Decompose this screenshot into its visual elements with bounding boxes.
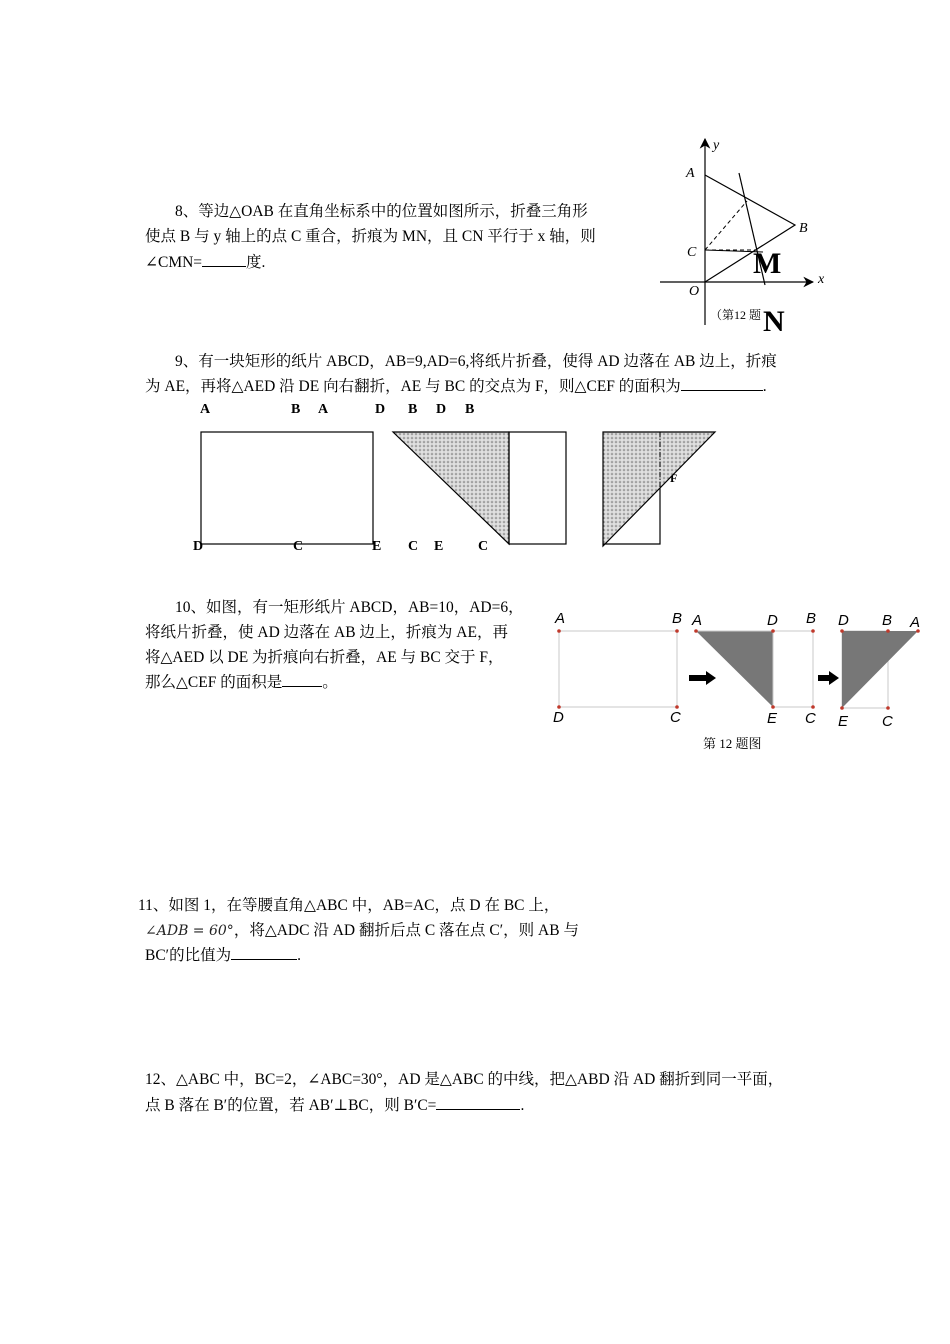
- q9-bot-E2: E: [434, 539, 444, 554]
- q10-r1-D: D: [553, 709, 564, 726]
- q9-line2-text: 为 AE，再将△AED 沿 DE 向右翻折，AE 与 BC 的交点为 F，则△CEF 的面积为: [145, 378, 681, 395]
- q12-line1: 12、△ABC 中，BC=2，∠ABC=30°，AD 是△ABC 的中线，把△ABD 沿 AD 翻折到同一平面，: [145, 1071, 784, 1088]
- q11-line2-rest: ，将△ADC 沿 AD 翻折后点 C 落在点 C′，则 AB 与: [233, 922, 579, 939]
- q8-figure: [655, 135, 840, 340]
- q8-label-y: y: [713, 138, 720, 153]
- q10-line4: [145, 670, 338, 695]
- q9-bot-C1: C: [293, 539, 304, 554]
- q9-rect-1: [201, 432, 373, 544]
- q11-line1: 11、如图 1，在等腰直角△ABC 中，AB=AC，点 D 在 BC 上，: [138, 897, 560, 914]
- q10-arrow-2: [818, 671, 839, 685]
- q9-top-B3: B: [465, 402, 475, 417]
- q12-line2-suffix: .: [520, 1097, 525, 1114]
- q9-rect-2: [509, 432, 566, 544]
- q10-line2: 将纸片折叠，使 AD 边落在 AB 边上，折痕为 AE，再: [145, 624, 508, 641]
- q10-r3-A: A: [910, 614, 921, 631]
- q8-label-M: M: [753, 247, 782, 280]
- q10-r2-A: A: [692, 612, 703, 629]
- q9-folded-triangle-3: [603, 432, 715, 546]
- q11-line3-suffix: .: [297, 947, 301, 964]
- q9-line2-suffix: .: [762, 378, 767, 395]
- q9-label-F: F: [670, 471, 678, 485]
- q11-line3: [145, 943, 301, 968]
- q10-r1-B: B: [672, 610, 683, 627]
- q11-line2: [145, 918, 579, 944]
- q9-top-D1: D: [375, 402, 386, 417]
- q9-bot-C2: C: [408, 539, 419, 554]
- q12-line2: [145, 1093, 524, 1118]
- q8-answer-blank[interactable]: [202, 252, 246, 267]
- q8-triangle: [705, 175, 795, 282]
- q10-line4-text: 那么△CEF 的面积是: [145, 674, 283, 691]
- q10-triangle-3: [842, 631, 918, 708]
- q8-label-C: C: [687, 245, 697, 260]
- q9-folded-triangle-2: [393, 432, 509, 544]
- q10-arrow-1: [689, 671, 716, 685]
- q8-label-O: O: [689, 284, 700, 299]
- q8-label-A: A: [686, 166, 695, 181]
- q10-r2-B: B: [806, 610, 817, 627]
- q10-r3-D: D: [838, 612, 849, 629]
- q8-label-N: N: [763, 305, 785, 338]
- q10-caption: 第 12 题图: [703, 736, 762, 751]
- q9-answer-blank[interactable]: [681, 376, 763, 391]
- q9-top-A1: A: [200, 402, 211, 417]
- q10-line3: 将△AED 以 DE 为折痕向右折叠，AE 与 BC 交于 F，: [145, 649, 504, 666]
- q10-r3-E: E: [838, 713, 849, 730]
- q10-r2-E: E: [767, 710, 778, 727]
- q10-r3-C: C: [882, 713, 893, 730]
- q8-line1: 8、等边△OAB 在直角坐标系中的位置如图所示，折叠三角形: [175, 203, 588, 220]
- q8-caption: （第12 题: [710, 308, 762, 322]
- q9-bot-D: D: [193, 539, 204, 554]
- q8-line3: [145, 250, 265, 275]
- q12-line2-text: 点 B 落在 B′的位置，若 AB′⊥BC，则 B′C=: [145, 1097, 437, 1114]
- q10-figure: [550, 612, 930, 727]
- q9-top-D2: D: [436, 402, 447, 417]
- q9-top-B2: B: [408, 402, 418, 417]
- q10-r1-A: A: [555, 610, 566, 627]
- q10-r2-D: D: [767, 612, 778, 629]
- q11-answer-blank[interactable]: [231, 945, 297, 960]
- q10-answer-blank[interactable]: [282, 672, 322, 687]
- q9-figure: [195, 425, 725, 555]
- q8-line2: 使点 B 与 y 轴上的点 C 重合，折痕为 MN，且 CN 平行于 x 轴，则: [145, 228, 596, 245]
- q10-r1-C: C: [670, 709, 681, 726]
- q8-dashed-c-fold: [705, 201, 747, 250]
- q9-top-A2: A: [318, 402, 329, 417]
- q9-top-B1: B: [291, 402, 301, 417]
- q8-label-x: x: [818, 272, 825, 287]
- q10-rect-2: [773, 631, 813, 707]
- q9-line1: 9、有一块矩形的纸片 ABCD，AB=9,AD=6,将纸片折叠，使得 AD 边落在 AB 边上，折痕: [175, 353, 777, 370]
- q9-bot-C3: C: [478, 539, 489, 554]
- q8-line3-prefix: ∠CMN=: [145, 254, 203, 271]
- q10-r3-B: B: [882, 612, 893, 629]
- q10-line1: 10、如图，有一矩形纸片 ABCD，AB=10，AD=6，: [175, 599, 524, 616]
- q10-rect-1: [559, 631, 677, 707]
- q9-bot-E1: E: [372, 539, 382, 554]
- q10-triangle-2: [696, 631, 773, 707]
- q11-angle: ∠ADB = 60°: [145, 923, 234, 939]
- q8-label-B: B: [799, 221, 808, 236]
- q12-answer-blank[interactable]: [436, 1095, 520, 1110]
- q10-line4-suffix: 。: [322, 674, 338, 691]
- q10-r2-C: C: [805, 710, 816, 727]
- q11-line3-text: BC′的比值为: [145, 947, 232, 964]
- q8-line3-suffix: 度.: [246, 254, 266, 271]
- q9-line2: [145, 374, 767, 399]
